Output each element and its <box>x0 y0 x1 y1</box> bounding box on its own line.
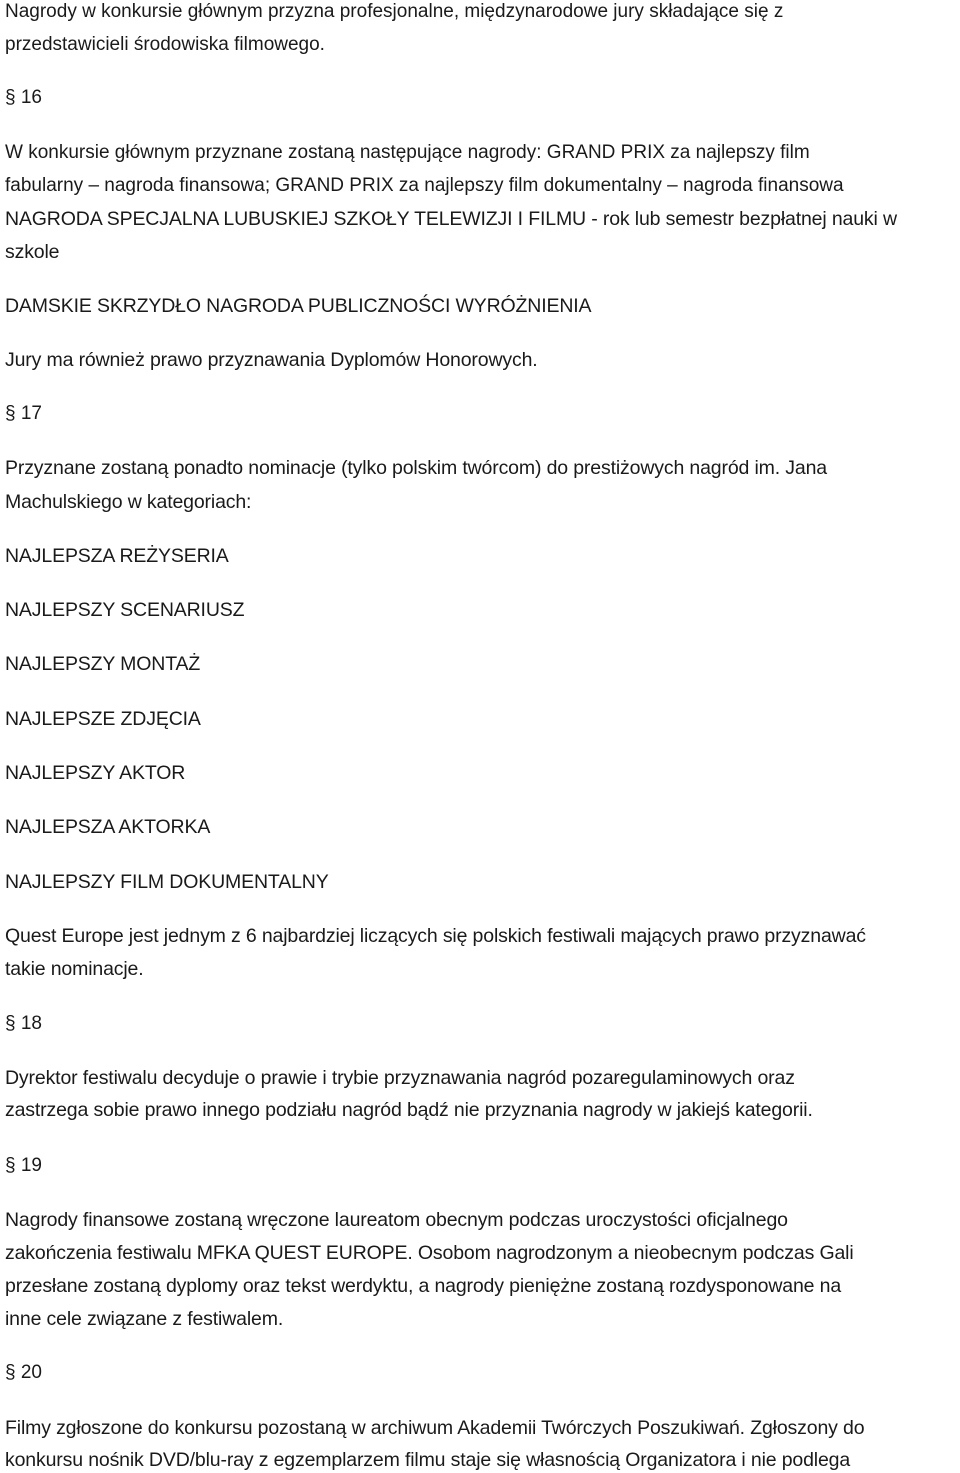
section-16-text-line-4: szkole <box>5 241 60 263</box>
category-item: NAJLEPSZA REŻYSERIA <box>5 545 229 567</box>
section-19-text-line-3: przesłane zostaną dyplomy oraz tekst werdyktu, a nagrody pieniężne zostaną rozdysponowane na <box>5 1275 842 1297</box>
section-20-heading: § 20 <box>5 1362 42 1383</box>
category-item: NAJLEPSZE ZDJĘCIA <box>5 708 201 730</box>
section-17-quest-europe-line-2: takie nominacje. <box>5 958 144 980</box>
section-16-text-line-1: W konkursie głównym przyznane zostaną następujące nagrody: GRAND PRIX za najlepszy film <box>5 142 810 163</box>
section-16-text-line-2: fabularny – nagroda finansowa; GRAND PRIX za najlepszy film dokumentalny – nagroda finansowa <box>5 175 844 196</box>
section-20-text-line-1: Filmy zgłoszone do konkursu pozostaną w archiwum Akademii Twórczych Poszukiwań. Zgłoszony do <box>5 1417 865 1439</box>
section-19-text-line-1: Nagrody finansowe zostaną wręczone laureatom obecnym podczas uroczystości oficjalnego <box>5 1209 788 1231</box>
section-16-awards-list: DAMSKIE SKRZYDŁO NAGRODA PUBLICZNOŚCI WYRÓŻNIENIA <box>5 295 592 317</box>
section-19-text-line-2: zakończenia festiwalu MFKA QUEST EUROPE. Osobom nagrodzonym a nieobecnym podczas Gali <box>5 1242 854 1264</box>
section-16-heading: § 16 <box>5 87 42 108</box>
section-18-text-line-1: Dyrektor festiwalu decyduje o prawie i trybie przyznawania nagród pozaregulaminowych oraz <box>5 1067 795 1089</box>
intro-line-1: Nagrody w konkursie głównym przyzna profesjonalne, międzynarodowe jury składające się z <box>5 1 784 22</box>
section-17-quest-europe-line-1: Quest Europe jest jednym z 6 najbardziej liczących się polskich festiwali mających prawo przyznawać <box>5 925 866 947</box>
section-16-text-line-3: NAGRODA SPECJALNA LUBUSKIEJ SZKOŁY TELEWIZJI I FILMU - rok lub semestr bezpłatnej nauki w <box>5 208 897 230</box>
category-item: NAJLEPSZY FILM DOKUMENTALNY <box>5 871 329 893</box>
section-18-heading: § 18 <box>5 1013 42 1034</box>
category-item: NAJLEPSZY MONTAŻ <box>5 653 201 675</box>
section-19-text-line-4: inne cele związane z festiwalem. <box>5 1308 284 1330</box>
category-item: NAJLEPSZY AKTOR <box>5 762 186 784</box>
category-item: NAJLEPSZA AKTORKA <box>5 816 211 838</box>
section-17-text-line-2: Machulskiego w kategoriach: <box>5 491 252 513</box>
section-18-text-line-2: zastrzega sobie prawo innego podziału nagród bądź nie przyznania nagrody w jakiejś kategorii. <box>5 1099 813 1121</box>
section-17-heading: § 17 <box>5 403 42 424</box>
intro-line-2: przedstawicieli środowiska filmowego. <box>5 34 325 55</box>
category-item: NAJLEPSZY SCENARIUSZ <box>5 599 245 621</box>
section-16-honorary-diplomas: Jury ma również prawo przyznawania Dyplomów Honorowych. <box>5 349 538 371</box>
section-17-text-line-1: Przyznane zostaną ponadto nominacje (tylko polskim twórcom) do prestiżowych nagród im. Jana <box>5 457 827 479</box>
section-19-heading: § 19 <box>5 1155 42 1176</box>
section-20-text-line-2: konkursu nośnik DVD/blu-ray z egzemplarzem filmu staje się własnością Organizatora i nie podlega <box>5 1449 851 1471</box>
